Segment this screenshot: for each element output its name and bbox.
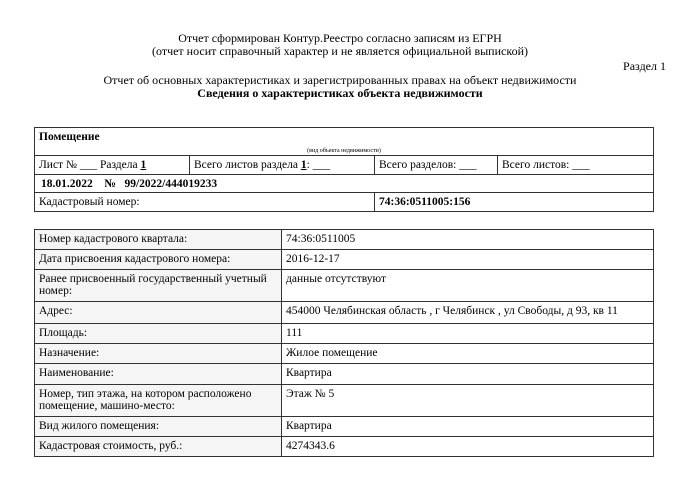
details-body — [35, 230, 654, 457]
table-row — [35, 364, 654, 385]
total-sections: Всего разделов: ___ — [375, 156, 498, 175]
sheets-in-section-cell — [190, 156, 375, 175]
table-row — [35, 344, 654, 364]
row-label: Номер кадастрового квартала: — [35, 230, 282, 250]
row-value: Жилое помещение — [282, 344, 654, 364]
report-number: 99/2022/444019233 — [124, 177, 218, 190]
row-value: данные отсутствуют — [282, 270, 654, 302]
row-value: 4274343.6 — [282, 437, 654, 457]
sheets-in-section-suffix: : ___ — [306, 159, 330, 171]
total-sheets: Всего листов: ___ — [498, 156, 654, 175]
row-label: Вид жилого помещения: — [35, 417, 282, 437]
table-row — [35, 250, 654, 270]
row-value: 2016-12-17 — [282, 250, 654, 270]
cadastral-number-value: 74:36:0511005:156 — [375, 193, 654, 212]
report-date: 18.01.2022 — [41, 177, 93, 190]
table-row — [35, 437, 654, 457]
table-row — [35, 270, 654, 302]
sheets-in-section-label: Всего листов раздела — [194, 159, 298, 171]
row-label: Дата присвоения кадастрового номера: — [35, 250, 282, 270]
row-value: Этаж № 5 — [282, 385, 654, 417]
row-label: Площадь: — [35, 324, 282, 344]
table-row — [35, 417, 654, 437]
section-label: Раздел 1 — [623, 59, 666, 73]
cadastral-number-label: Кадастровый номер: — [35, 193, 375, 212]
row-label: Наименование: — [35, 364, 282, 385]
sheet-number: Лист № ___ — [39, 159, 98, 171]
report-title: Отчет об основных характеристиках и зарегистрированных правах на объект недвижимости — [103, 73, 577, 87]
table-row — [35, 230, 654, 250]
row-value: Квартира — [282, 364, 654, 385]
object-type: Помещение — [35, 128, 654, 147]
table-row — [35, 385, 654, 417]
number-sign: № — [104, 177, 116, 190]
report-disclaimer-line: (отчет носит справочный характер и не является официальной выпиской) — [151, 44, 528, 58]
row-value: 111 — [282, 324, 654, 344]
table-row — [35, 302, 654, 324]
row-label: Назначение: — [35, 344, 282, 364]
row-label: Номер, тип этажа, на котором расположено помещение, машино-место: — [35, 385, 282, 417]
section-number: 1 — [140, 159, 147, 171]
row-label: Адрес: — [35, 302, 282, 324]
row-label: Ранее присвоенный государственный учетный номер: — [35, 270, 282, 302]
row-value: 74:36:0511005 — [282, 230, 654, 250]
row-value: Квартира — [282, 417, 654, 437]
sheets-in-section-value: 1 — [300, 159, 307, 171]
row-value: 454000 Челябинская область , г Челябинск , ул Свободы, д 93, кв 11 — [282, 302, 654, 324]
section-label-text: Раздела — [99, 159, 138, 171]
row-label: Кадастровая стоимость, руб.: — [35, 437, 282, 457]
object-type-caption: (вид объекта недвижимости) — [35, 147, 654, 156]
report-subtitle: Сведения о характеристиках объекта недвижимости — [197, 86, 483, 100]
report-source-line: Отчет сформирован Контур.Реестро согласно записям из ЕГРН — [178, 31, 502, 45]
table-row — [35, 324, 654, 344]
details-table — [34, 229, 654, 457]
report-date-number — [35, 175, 654, 193]
header-table — [34, 127, 654, 212]
sheet-number-cell — [35, 156, 190, 175]
